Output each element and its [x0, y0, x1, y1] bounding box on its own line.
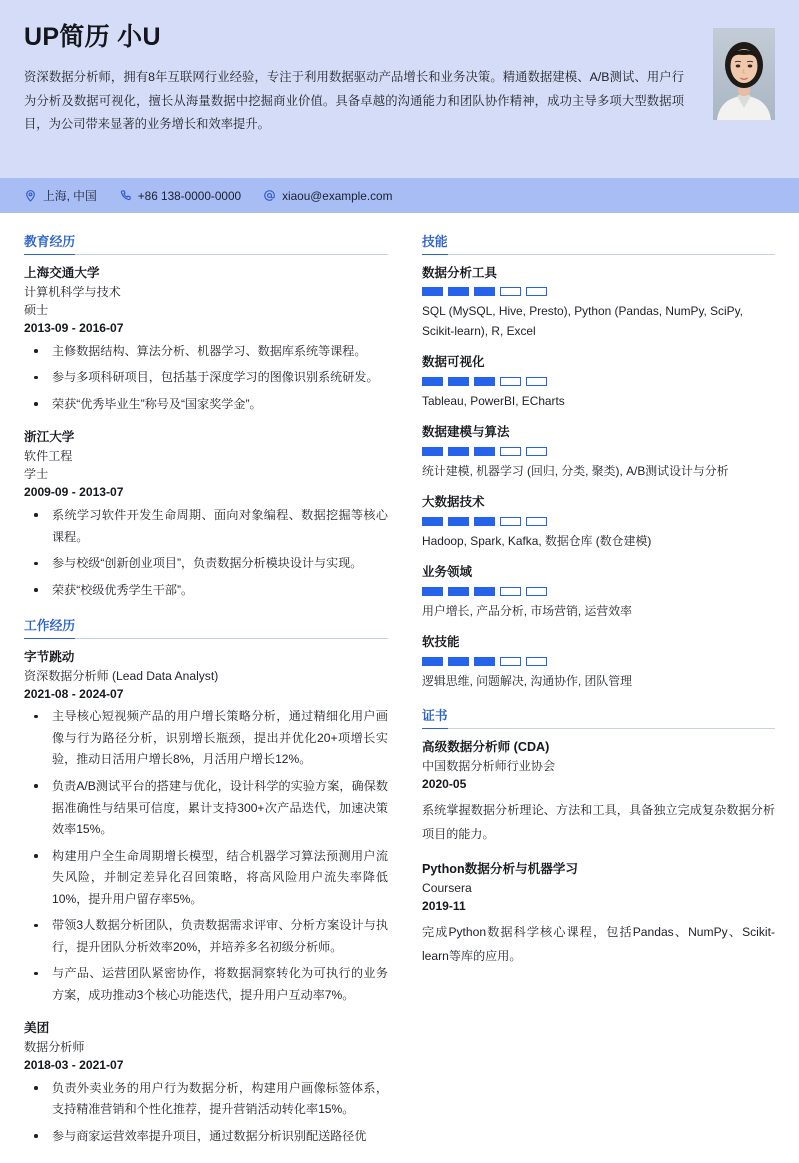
- work-company: 美团: [24, 1021, 50, 1036]
- contact-location-text: 上海, 中国: [43, 189, 97, 203]
- work-bullets: [24, 706, 388, 1006]
- skill-detail: Hadoop, Spark, Kafka, 数据仓库 (数仓建模): [422, 533, 652, 548]
- bullet-item: 构建用户全生命周期增长模型，结合机器学习算法预测用户流失风险，并制定差异化召回策略，将高风险用户流失率降低10%，提升用户留存率5%。: [24, 846, 388, 911]
- skill-name: 数据分析工具: [422, 265, 498, 280]
- certificates-list: [422, 738, 775, 969]
- work-entry: [24, 1019, 388, 1147]
- skill-detail: 统计建模, 机器学习 (回归, 分类, 聚类), A/B测试设计与分析: [422, 463, 729, 478]
- skill-bar-segment: [474, 377, 495, 386]
- bullet-item: 主导核心短视频产品的用户增长策略分析，通过精细化用户画像与行为路径分析，识别增长瓶颈，提出并优化20+项增长实验，推动日活用户增长8%，月活用户增长12%。: [24, 706, 388, 771]
- education-school: 浙江大学: [24, 430, 75, 445]
- education-school: 上海交通大学: [24, 265, 100, 280]
- skill-level-bars: [422, 447, 775, 456]
- skill-bar-segment: [448, 377, 469, 386]
- certificate-date: 2020-05: [422, 776, 467, 791]
- skill-bar-segment: [474, 287, 495, 296]
- section-work: [24, 617, 388, 1147]
- education-list: [24, 264, 388, 601]
- section-divider: [24, 254, 388, 255]
- skill-level-bars: [422, 657, 775, 666]
- skill-name: 数据可视化: [422, 354, 485, 369]
- skill-bar-segment: [500, 447, 521, 456]
- skill-bar-segment: [474, 517, 495, 526]
- skill-bar-segment: [526, 287, 547, 296]
- skill-detail: SQL (MySQL, Hive, Presto), Python (Pandas, NumPy, SciPy, Scikit-learn), R, Excel: [422, 304, 743, 338]
- bullet-item: 主修数据结构、算法分析、机器学习、数据库系统等课程。: [24, 341, 388, 363]
- work-role: 数据分析师: [24, 1040, 85, 1055]
- section-skills: [422, 233, 775, 691]
- skill-level-bars: [422, 287, 775, 296]
- bullet-item: 负责A/B测试平台的搭建与优化，设计科学的实验方案，确保数据准确性与结果可信度，累计支持300+次产品迭代，加速决策效率15%。: [24, 776, 388, 841]
- education-date: 2013-09 - 2016-07: [24, 320, 124, 335]
- skill-group: [422, 423, 775, 481]
- right-column: [410, 233, 799, 985]
- work-date: 2018-03 - 2021-07: [24, 1058, 124, 1073]
- skill-level-bars: [422, 377, 775, 386]
- certificate-issuer: Coursera: [422, 880, 472, 895]
- certificate-date: 2019-11: [422, 898, 466, 913]
- skill-level-bars: [422, 587, 775, 596]
- skill-detail: 逻辑思维, 问题解决, 沟通协作, 团队管理: [422, 673, 633, 688]
- phone-icon: [119, 189, 132, 202]
- skill-bar-segment: [526, 517, 547, 526]
- work-company: 字节跳动: [24, 649, 75, 664]
- location-pin-icon: [24, 189, 37, 202]
- skill-bar-segment: [448, 447, 469, 456]
- skill-bar-segment: [422, 447, 443, 456]
- bullet-item: 荣获“校级优秀学生干部”。: [24, 580, 388, 602]
- resume-body: [0, 213, 799, 1163]
- left-column: [0, 233, 410, 1163]
- avatar: [713, 28, 775, 120]
- work-list: [24, 648, 388, 1148]
- page-title: UP简历 小U: [24, 23, 161, 51]
- skill-group: [422, 353, 775, 411]
- work-date: 2021-08 - 2024-07: [24, 686, 124, 701]
- education-degree: 硕士: [24, 302, 49, 317]
- certificate-entry: [422, 860, 775, 969]
- at-sign-icon: [263, 189, 276, 202]
- education-entry: [24, 428, 388, 601]
- skill-bar-segment: [448, 587, 469, 596]
- skill-bar-segment: [500, 377, 521, 386]
- bullet-item: 参与校级“创新创业项目”，负责数据分析模块设计与实现。: [24, 553, 388, 575]
- profile-summary: 资深数据分析师，拥有8年互联网行业经验，专注于利用数据驱动产品增长和业务决策。精通数据建模、A/B测试、用户行为分析及数据可视化，擅长从海量数据中挖掘商业价值。具备卓越的沟通能力和团队协作精神，成功主导多项大型数据项目，为公司带来显著的业务增长和效率提升。: [24, 70, 684, 132]
- contact-email[interactable]: [263, 189, 392, 203]
- section-divider: [422, 728, 775, 729]
- bullet-item: 负责外卖业务的用户行为数据分析，构建用户画像标签体系，支持精准营销和个性化推荐，提升营销活动转化率15%。: [24, 1078, 388, 1121]
- skill-level-bars: [422, 517, 775, 526]
- skills-list: [422, 264, 775, 691]
- skill-bar-segment: [526, 657, 547, 666]
- contact-email-text: xiaou@example.com: [282, 188, 393, 203]
- contact-phone[interactable]: [119, 189, 241, 203]
- skill-name: 业务领域: [422, 565, 473, 580]
- skill-bar-segment: [448, 657, 469, 666]
- section-title-skills: 技能: [422, 234, 448, 255]
- skill-bar-segment: [448, 287, 469, 296]
- certificate-entry: [422, 738, 775, 847]
- section-divider: [24, 638, 388, 639]
- skill-group: [422, 493, 775, 551]
- section-education: [24, 233, 388, 601]
- skill-bar-segment: [500, 287, 521, 296]
- skill-bar-segment: [526, 447, 547, 456]
- skill-detail: Tableau, PowerBI, ECharts: [422, 393, 565, 408]
- skill-bar-segment: [526, 377, 547, 386]
- contact-phone-text: +86 138-0000-0000: [137, 188, 242, 203]
- section-title-certificates: 证书: [422, 708, 448, 729]
- education-bullets: [24, 505, 388, 601]
- skill-bar-segment: [422, 587, 443, 596]
- bullet-item: 参与商家运营效率提升项目，通过数据分析识别配送路径优: [24, 1126, 388, 1148]
- skill-bar-segment: [500, 587, 521, 596]
- education-entry: [24, 264, 388, 415]
- education-degree: 学士: [24, 467, 49, 482]
- skill-bar-segment: [474, 657, 495, 666]
- skill-name: 数据建模与算法: [422, 424, 510, 439]
- skill-group: [422, 264, 775, 341]
- bullet-item: 带领3人数据分析团队，负责数据需求评审、分析方案设计与执行，提升团队分析效率20%，并培养多名初级分析师。: [24, 915, 388, 958]
- skill-bar-segment: [474, 447, 495, 456]
- certificate-name: 高级数据分析师 (CDA): [422, 739, 550, 754]
- skill-group: [422, 633, 775, 691]
- education-major: 计算机科学与技术: [24, 284, 121, 299]
- skill-detail: 用户增长, 产品分析, 市场营销, 运营效率: [422, 603, 633, 618]
- work-entry: [24, 648, 388, 1006]
- skill-bar-segment: [526, 587, 547, 596]
- education-date: 2009-09 - 2013-07: [24, 485, 124, 500]
- section-title-education: 教育经历: [24, 234, 75, 255]
- skill-name: 大数据技术: [422, 495, 485, 509]
- header-text-block: [24, 22, 695, 137]
- portrait-photo-icon: [713, 28, 775, 120]
- education-bullets: [24, 341, 388, 416]
- bullet-item: 荣获“优秀毕业生”称号及“国家奖学金”。: [24, 394, 388, 416]
- skill-name: 软技能: [422, 635, 460, 650]
- certificate-description: 系统掌握数据分析理论、方法和工具，具备独立完成复杂数据分析项目的能力。: [422, 803, 775, 842]
- skill-bar-segment: [474, 587, 495, 596]
- work-role: 资深数据分析师 (Lead Data Analyst): [24, 668, 219, 683]
- skill-group: [422, 563, 775, 621]
- certificate-issuer: 中国数据分析师行业协会: [422, 758, 556, 773]
- certificate-description: 完成Python数据科学核心课程，包括Pandas、NumPy、Scikit-learn等库的应用。: [422, 925, 775, 963]
- skill-bar-segment: [422, 517, 443, 526]
- work-bullets: [24, 1078, 388, 1148]
- section-certificates: [422, 707, 775, 968]
- skill-bar-segment: [422, 377, 443, 386]
- bullet-item: 参与多项科研项目，包括基于深度学习的图像识别系统研发。: [24, 367, 388, 389]
- skill-bar-segment: [448, 517, 469, 526]
- skill-bar-segment: [500, 657, 521, 666]
- education-major: 软件工程: [24, 448, 73, 463]
- skill-bar-segment: [500, 517, 521, 526]
- contact-location: [24, 187, 97, 204]
- contact-bar: [0, 178, 799, 213]
- bullet-item: 系统学习软件开发生命周期、面向对象编程、数据挖掘等核心课程。: [24, 505, 388, 548]
- section-divider: [422, 254, 775, 255]
- skill-bar-segment: [422, 657, 443, 666]
- certificate-name: Python数据分析与机器学习: [422, 861, 579, 876]
- resume-header: [0, 0, 799, 178]
- skill-bar-segment: [422, 287, 443, 296]
- bullet-item: 与产品、运营团队紧密协作，将数据洞察转化为可执行的业务方案，成功推动3个核心功能迭代，提升用户互动率7%。: [24, 963, 388, 1006]
- section-title-work: 工作经历: [24, 618, 75, 639]
